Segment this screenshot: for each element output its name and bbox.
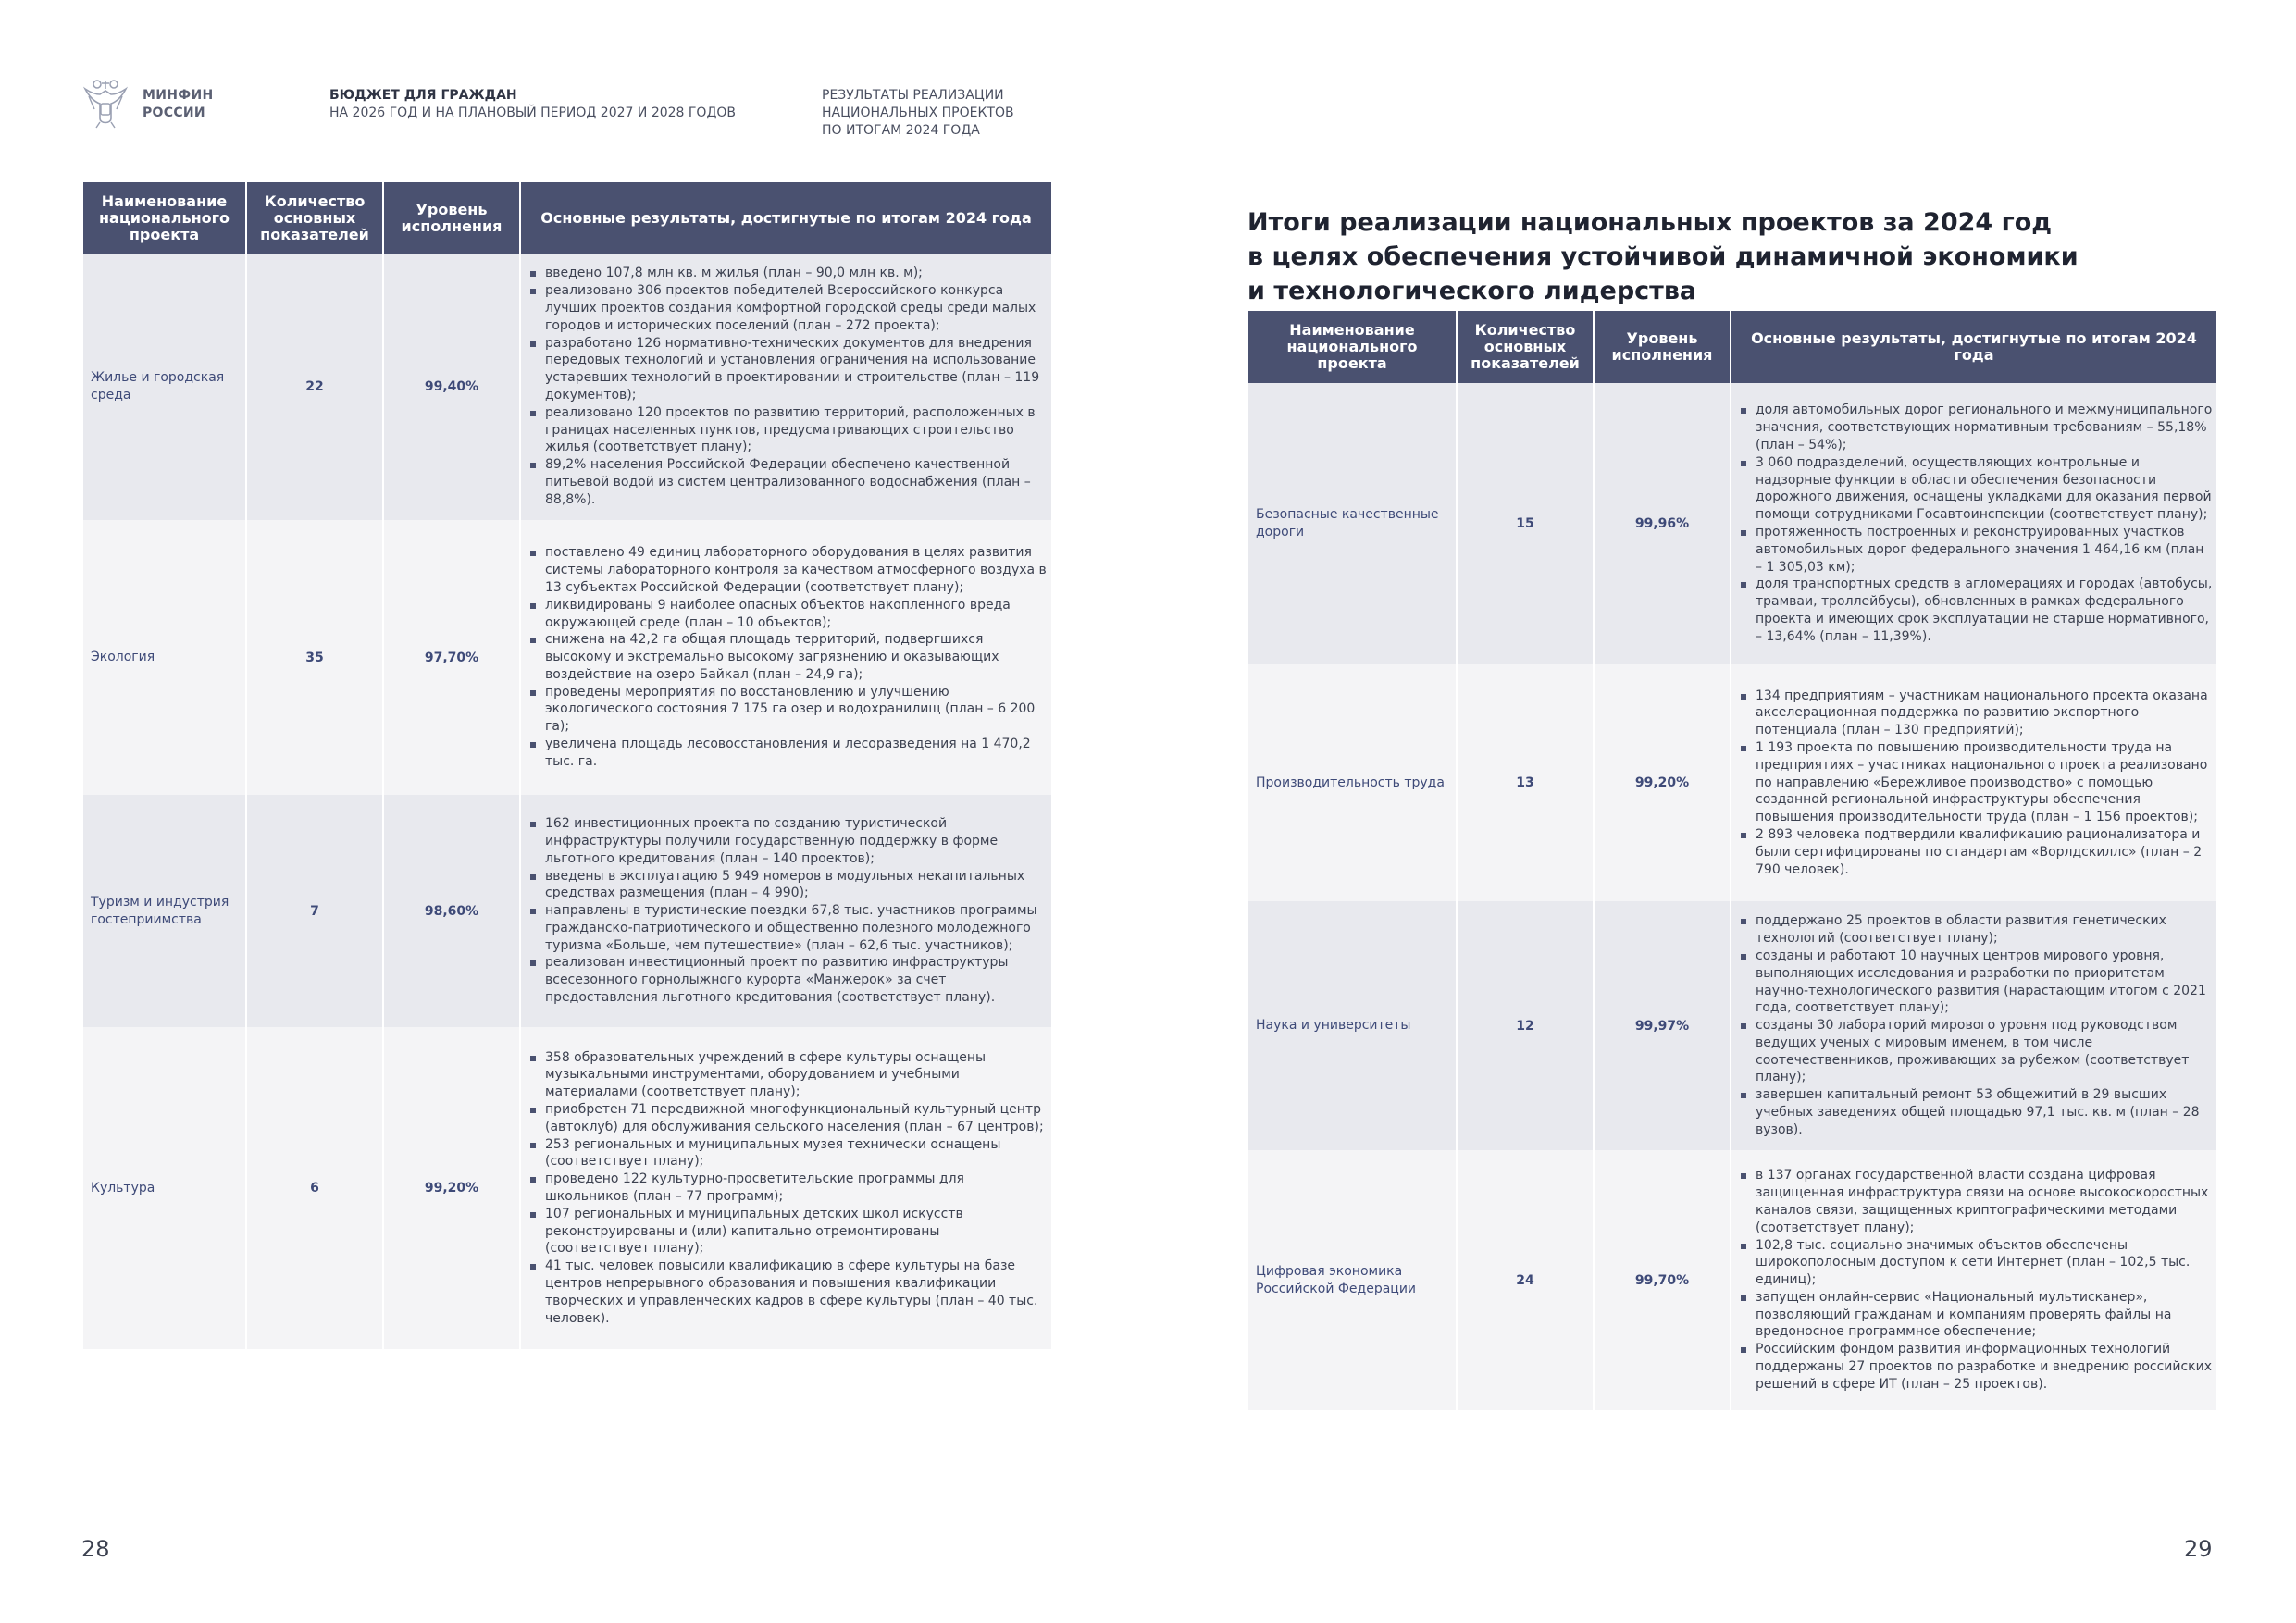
project-name: Цифровая экономика Российской Федерации [1248,1150,1457,1410]
result-item: Российским фондом развития информационных технологий поддержаны 27 проектов по разработке и внедрению российских решений в сфере ИТ (план – 25 проектов). [1739,1341,2213,1393]
result-item: введены в эксплуатацию 5 949 номеров в модульных некапитальных средствах размещения (план – 4 990); [528,868,1048,903]
section-header: РЕЗУЛЬТАТЫ РЕАЛИЗАЦИИ НАЦИОНАЛЬНЫХ ПРОЕКТОВ ПО ИТОГАМ 2024 ГОДА [822,88,1014,138]
left-table-body [83,254,1051,1349]
result-item: проведены мероприятия по восстановлению и улучшению экологического состояния 7 175 га озер и водохранилищ (план – 6 200 га); [528,684,1048,736]
project-name: Туризм и индустрия гостеприимства [83,795,246,1027]
results-list [1739,1167,2213,1393]
project-name: Жилье и городская среда [83,254,246,520]
table-row [83,1027,1051,1349]
ministry-name: МИНФИН РОССИИ [143,88,214,120]
table-row [83,520,1051,795]
execution-level: 97,70% [383,520,520,795]
result-item: увеличена площадь лесовосстановления и лесоразведения на 1 470,2 тыс. га. [528,736,1048,771]
execution-level: 99,20% [383,1027,520,1349]
result-item: 2 893 человека подтвердили квалификацию рационализатора и были сертифицированы по стандартам «Ворлдскиллс» (план – 2 790 человек). [1739,826,2213,878]
result-item: разработано 126 нормативно-технических документов для внедрения передовых технологий и установления ограничения на использование устаревших технологий в проектировании и строительстве (план – 119 документов); [528,335,1048,404]
result-item: 3 060 подразделений, осуществляющих контрольные и надзорные функции в области обеспечения безопасности дорожного движения, оснащены укладками для оказания первой помощи сотрудниками Госавтоинспекции (соответствует плану); [1739,454,2213,524]
result-item: введено 107,8 млн кв. м жилья (план – 90,0 млн кв. м); [528,265,1048,282]
result-item: 253 региональных и муниципальных музея технически оснащены (соответствует плану); [528,1136,1048,1171]
result-item: реализовано 120 проектов по развитию территорий, расположенных в границах населенных пунктов, предусматривающих строительство жилья (соответствует плану); [528,404,1048,456]
results-list [1739,688,2213,879]
result-item: проведено 122 культурно-просветительские программы для школьников (план – 77 программ); [528,1171,1048,1206]
results-cell [1731,1150,2216,1410]
results-cell [520,1027,1051,1349]
results-cell [520,520,1051,795]
table-row [1248,383,2216,664]
results-cell [1731,664,2216,901]
page-number-left: 28 [81,1536,110,1562]
project-name: Производительность труда [1248,664,1457,901]
result-item: 162 инвестиционных проекта по созданию туристической инфраструктуры получили государственную поддержку в форме льготного кредитования (план – 140 проектов); [528,815,1048,867]
results-cell [1731,901,2216,1150]
page-title: Итоги реализации национальных проектов за 2024 год в целях обеспечения устойчивой динамичной экономики и технологического лидерства [1247,208,2079,305]
result-item: снижена на 42,2 га общая площадь территорий, подвергшихся высокому и экстремально высокому загрязнению и оказывающих воздействие на озеро Байкал (план – 24,9 га); [528,631,1048,683]
results-cell [520,795,1051,1027]
result-item: в 137 органах государственной власти создана цифровая защищенная инфраструктура связи на основе высокоскоростных каналов связи, защищенных криптографическими методами (соответствует плану); [1739,1167,2213,1236]
indicator-count: 13 [1457,664,1594,901]
execution-level: 99,97% [1594,901,1731,1150]
table-row [1248,664,2216,901]
results-list [528,265,1048,508]
result-item: созданы и работают 10 научных центров мирового уровня, выполняющих исследования и разработки по приоритетам научно-технологического развития (нарастающим итогом с 2021 года, соответствует плану); [1739,948,2213,1017]
result-item: протяженность построенных и реконструированных участков автомобильных дорог федерального значения 1 464,16 км (план – 1 305,03 км); [1739,524,2213,576]
project-name: Экология [83,520,246,795]
result-item: 1 193 проекта по повышению производительности труда на предприятиях – участниках национального проекта реализовано по направлению «Бережливое производство» с помощью созданной региональной инфраструктуры обеспечения повышения производительности труда (план – 1 156 проектов); [1739,739,2213,826]
page-number-right: 29 [2184,1536,2213,1562]
results-list [528,1049,1048,1328]
result-item: реализован инвестиционный проект по развитию инфраструктуры всесезонного горнолыжного курорта «Манжерок» за счет предоставления льготного кредитования (соответствует плану). [528,954,1048,1006]
table-row [83,795,1051,1027]
execution-level: 99,96% [1594,383,1731,664]
col-header-name: Наименование национального проекта [1248,311,1457,383]
project-name: Безопасные качественные дороги [1248,383,1457,664]
budget-title: БЮДЖЕТ ДЛЯ ГРАЖДАН [329,88,517,103]
execution-level: 99,20% [1594,664,1731,901]
indicator-count: 12 [1457,901,1594,1150]
col-header-results: Основные результаты, достигнутые по итогам 2024 года [520,182,1051,254]
indicator-count: 6 [246,1027,383,1349]
table-row [1248,901,2216,1150]
budget-subtitle: НА 2026 ГОД И НА ПЛАНОВЫЙ ПЕРИОД 2027 И 2028 ГОДОВ [329,105,737,120]
execution-level: 99,40% [383,254,520,520]
table-row [83,254,1051,520]
right-table-body [1248,383,2216,1410]
col-header-level: Уровень исполнения [1594,311,1731,383]
indicator-count: 22 [246,254,383,520]
result-item: доля транспортных средств в агломерациях и городах (автобусы, трамваи, троллейбусы), обновленных в рамках федерального проекта и имеющих срок эксплуатации не старше нормативного, – 13,64% (план – 11,39%). [1739,576,2213,645]
execution-level: 99,70% [1594,1150,1731,1410]
result-item: 107 региональных и муниципальных детских школ искусств реконструированы и (или) капитально отремонтированы (соответствует плану); [528,1206,1048,1258]
left-projects-table [83,182,1051,1349]
indicator-count: 7 [246,795,383,1027]
col-header-results: Основные результаты, достигнутые по итогам 2024 года [1731,311,2216,383]
execution-level: 98,60% [383,795,520,1027]
results-list [528,815,1048,1007]
result-item: 41 тыс. человек повысили квалификацию в сфере культуры на базе центров непрерывного образования и повышения квалификации творческих и управленческих кадров в сфере культуры (план – 40 тыс. человек). [528,1258,1048,1327]
project-name: Культура [83,1027,246,1349]
result-item: 134 предприятиям – участникам национального проекта оказана акселерационная поддержка по развитию экспортного потенциала (план – 130 предприятий); [1739,688,2213,739]
project-name: Наука и университеты [1248,901,1457,1150]
eagle-emblem-icon [81,76,130,130]
result-item: направлены в туристические поездки 67,8 тыс. участников программы гражданско-патриотического и общественно полезного молодежного туризма «Больше, чем путешествие» (план – 62,6 тыс. участников); [528,902,1048,954]
result-item: доля автомобильных дорог регионального и межмуниципального значения, соответствующих нормативным требованиям – 55,18% (план – 54%); [1739,402,2213,453]
indicator-count: 35 [246,520,383,795]
result-item: реализовано 306 проектов победителей Всероссийского конкурса лучших проектов создания комфортной городской среды среди малых городов и исторических поселений (план – 272 проекта); [528,282,1048,334]
result-item: завершен капитальный ремонт 53 общежитий в 29 высших учебных заведениях общей площадью 97,1 тыс. кв. м (план – 28 вузов). [1739,1086,2213,1138]
results-cell [520,254,1051,520]
indicator-count: 24 [1457,1150,1594,1410]
result-item: 358 образовательных учреждений в сфере культуры оснащены музыкальными инструментами, оборудованием и учебными материалами (соответствует плану); [528,1049,1048,1101]
col-header-count: Количество основных показателей [246,182,383,254]
results-list [1739,402,2213,645]
result-item: созданы 30 лабораторий мирового уровня под руководством ведущих ученых с мировым именем, в том числе соотечественников, проживающих за рубежом (соответствует плану); [1739,1017,2213,1086]
result-item: 89,2% населения Российской Федерации обеспечено качественной питьевой водой из систем централизованного водоснабжения (план – 88,8%). [528,456,1048,508]
result-item: 102,8 тыс. социально значимых объектов обеспечены широкополосным доступом к сети Интернет (план – 102,5 тыс. единиц); [1739,1237,2213,1289]
result-item: запущен онлайн-сервис «Национальный мультисканер», позволяющий гражданам и компаниям проверять файлы на вредоносное программное обеспечение; [1739,1289,2213,1341]
result-item: поддержано 25 проектов в области развития генетических технологий (соответствует плану); [1739,912,2213,948]
col-header-count: Количество основных показателей [1457,311,1594,383]
col-header-level: Уровень исполнения [383,182,520,254]
right-projects-table [1248,311,2216,1410]
indicator-count: 15 [1457,383,1594,664]
results-cell [1731,383,2216,664]
col-header-name: Наименование национального проекта [83,182,246,254]
table-row [1248,1150,2216,1410]
result-item: ликвидированы 9 наиболее опасных объектов накопленного вреда окружающей среде (план – 10 объектов); [528,597,1048,632]
results-list [1739,912,2213,1138]
result-item: поставлено 49 единиц лабораторного оборудования в целях развития системы лабораторного контроля за качеством атмосферного воздуха в 13 субъектах Российской Федерации (соответствует плану); [528,544,1048,596]
result-item: приобретен 71 передвижной многофункциональный культурный центр (автоклуб) для обслуживания сельского населения (план – 67 центров); [528,1101,1048,1136]
results-list [528,544,1048,770]
budget-header [329,87,736,122]
